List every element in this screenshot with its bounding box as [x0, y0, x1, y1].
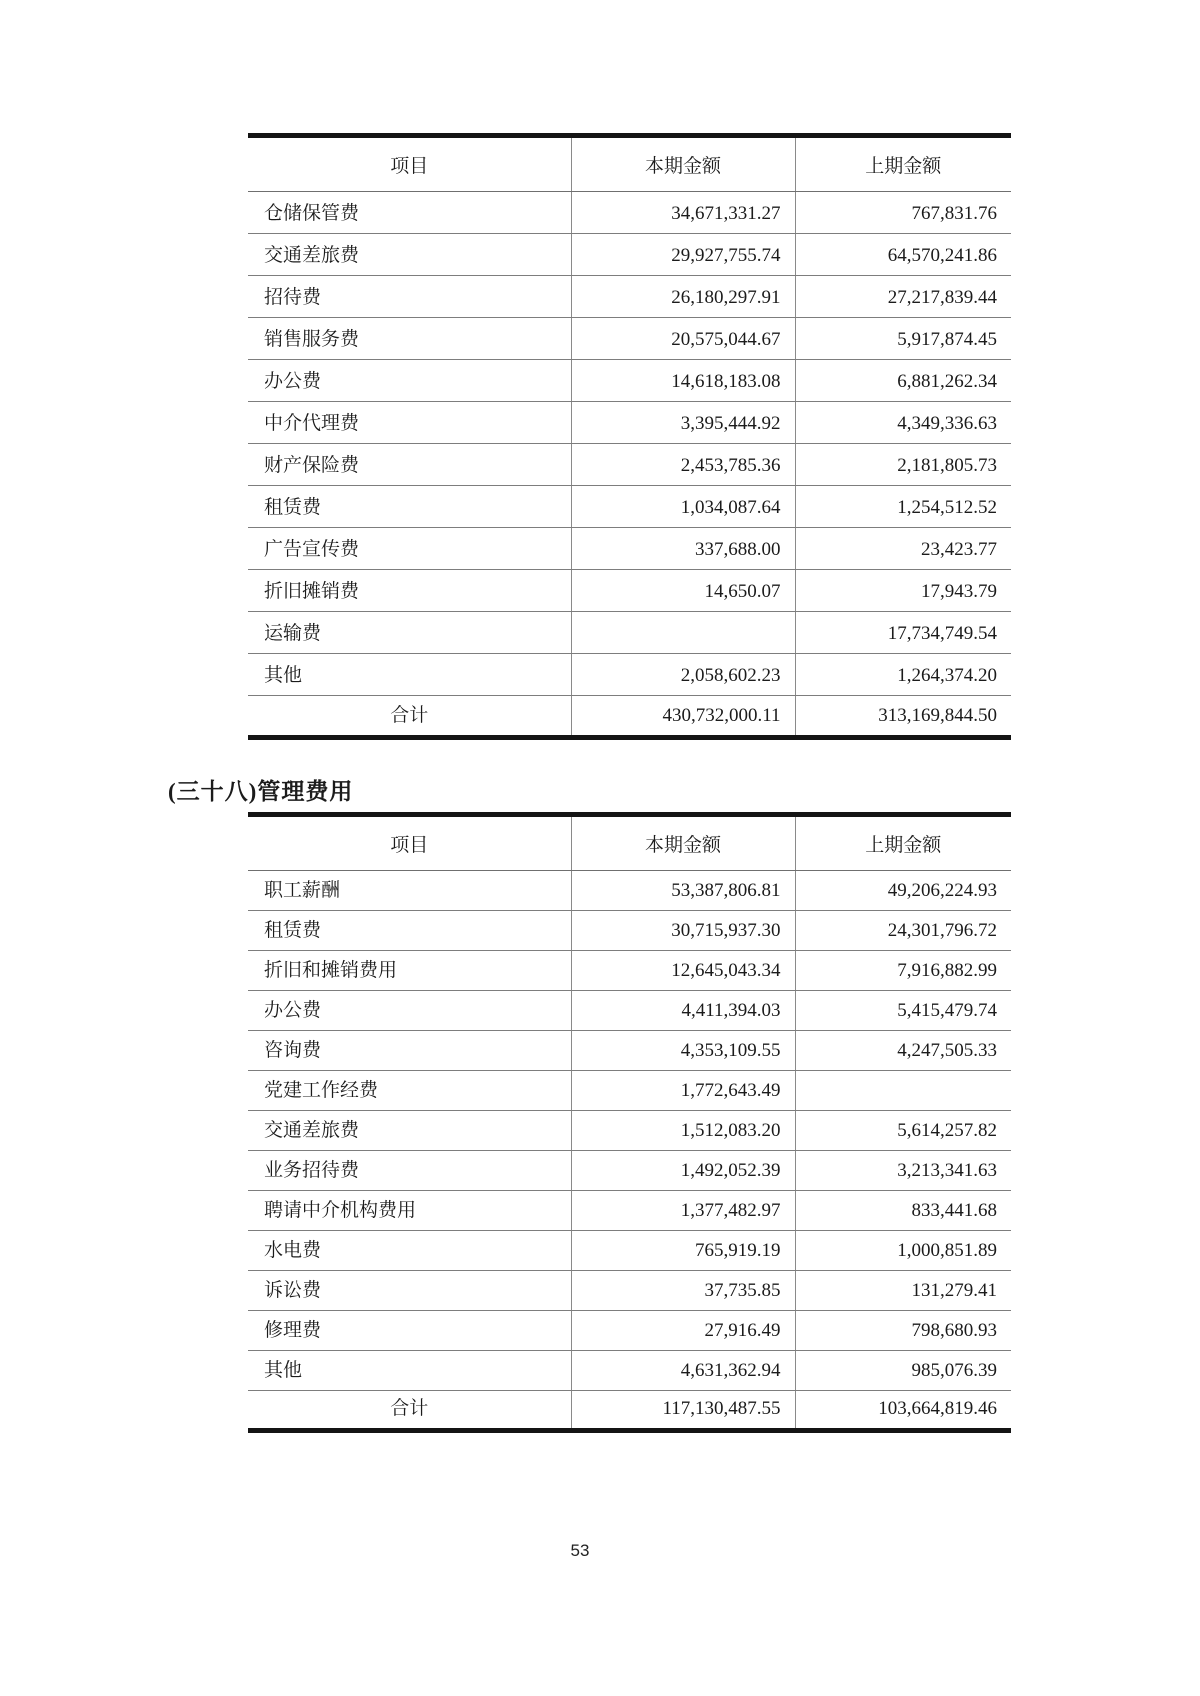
- prior-amount-cell: 27,217,839.44: [795, 276, 1011, 318]
- table2-header-item: 项目: [248, 815, 571, 871]
- current-amount-cell: 1,772,643.49: [571, 1071, 795, 1111]
- table-row: [248, 1231, 1011, 1271]
- table-row: [248, 192, 1011, 234]
- table1-total-label: 合计: [390, 705, 429, 726]
- item-cell: 咨询费: [248, 1031, 571, 1071]
- item-cell: 广告宣传费: [248, 528, 571, 570]
- table1-body: [248, 192, 1011, 696]
- prior-amount-cell: 5,614,257.82: [795, 1111, 1011, 1151]
- selling-expenses-table: [248, 133, 1011, 740]
- table2-total-prior: 103,664,819.46: [795, 1391, 1011, 1431]
- table-row: [248, 1031, 1011, 1071]
- current-amount-cell: 1,377,482.97: [571, 1191, 795, 1231]
- item-cell: 其他: [248, 654, 571, 696]
- current-amount-cell: 4,411,394.03: [571, 991, 795, 1031]
- prior-amount-cell: 1,254,512.52: [795, 486, 1011, 528]
- current-amount-cell: 1,512,083.20: [571, 1111, 795, 1151]
- item-cell: 党建工作经费: [248, 1071, 571, 1111]
- admin-expenses-table: [248, 812, 1011, 1433]
- table-row: [248, 871, 1011, 911]
- table-row: [248, 570, 1011, 612]
- table-row: [248, 528, 1011, 570]
- item-cell: 办公费: [248, 360, 571, 402]
- prior-amount-cell: 767,831.76: [795, 192, 1011, 234]
- prior-amount-cell: 4,247,505.33: [795, 1031, 1011, 1071]
- item-cell: 招待费: [248, 276, 571, 318]
- current-amount-cell: 4,631,362.94: [571, 1351, 795, 1391]
- current-amount-cell: 53,387,806.81: [571, 871, 795, 911]
- item-cell: 折旧摊销费: [248, 570, 571, 612]
- table-row: [248, 360, 1011, 402]
- table1-header-item: 项目: [248, 136, 571, 192]
- table-row: [248, 1311, 1011, 1351]
- item-cell: 销售服务费: [248, 318, 571, 360]
- prior-amount-cell: 17,943.79: [795, 570, 1011, 612]
- current-amount-cell: 1,492,052.39: [571, 1151, 795, 1191]
- table-row: [248, 1151, 1011, 1191]
- table1-total-current: 430,732,000.11: [571, 696, 795, 738]
- item-cell: 修理费: [248, 1311, 571, 1351]
- prior-amount-cell: [795, 1071, 1011, 1111]
- prior-amount-cell: 49,206,224.93: [795, 871, 1011, 911]
- current-amount-cell: 3,395,444.92: [571, 402, 795, 444]
- current-amount-cell: 2,058,602.23: [571, 654, 795, 696]
- table-row: [248, 1191, 1011, 1231]
- table2-body: [248, 871, 1011, 1391]
- table-row: [248, 402, 1011, 444]
- item-cell: 运输费: [248, 612, 571, 654]
- prior-amount-cell: 5,917,874.45: [795, 318, 1011, 360]
- item-cell: 其他: [248, 1351, 571, 1391]
- current-amount-cell: [571, 612, 795, 654]
- current-amount-cell: 2,453,785.36: [571, 444, 795, 486]
- table1-total-row: [248, 696, 1011, 738]
- table1-header-prior: 上期金额: [795, 136, 1011, 192]
- table-row: [248, 1071, 1011, 1111]
- prior-amount-cell: 17,734,749.54: [795, 612, 1011, 654]
- item-cell: 中介代理费: [248, 402, 571, 444]
- prior-amount-cell: 6,881,262.34: [795, 360, 1011, 402]
- table-row: [248, 486, 1011, 528]
- table-row: [248, 1351, 1011, 1391]
- current-amount-cell: 20,575,044.67: [571, 318, 795, 360]
- item-cell: 业务招待费: [248, 1151, 571, 1191]
- current-amount-cell: 14,618,183.08: [571, 360, 795, 402]
- table-row: [248, 654, 1011, 696]
- prior-amount-cell: 3,213,341.63: [795, 1151, 1011, 1191]
- table2-header-prior: 上期金额: [795, 815, 1011, 871]
- prior-amount-cell: 4,349,336.63: [795, 402, 1011, 444]
- item-cell: 仓储保管费: [248, 192, 571, 234]
- table2-header-current: 本期金额: [571, 815, 795, 871]
- item-cell: 财产保险费: [248, 444, 571, 486]
- table-row: [248, 234, 1011, 276]
- table1-total-prior: 313,169,844.50: [795, 696, 1011, 738]
- item-cell: 交通差旅费: [248, 234, 571, 276]
- table-row: [248, 318, 1011, 360]
- item-cell: 折旧和摊销费用: [248, 951, 571, 991]
- table2-total-row: [248, 1391, 1011, 1431]
- current-amount-cell: 1,034,087.64: [571, 486, 795, 528]
- prior-amount-cell: 1,000,851.89: [795, 1231, 1011, 1271]
- item-cell: 诉讼费: [248, 1271, 571, 1311]
- table1-header-current: 本期金额: [571, 136, 795, 192]
- prior-amount-cell: 1,264,374.20: [795, 654, 1011, 696]
- prior-amount-cell: 985,076.39: [795, 1351, 1011, 1391]
- table1-header-row: [248, 136, 1011, 192]
- section-heading-admin-expenses: (三十八)管理费用: [168, 779, 354, 804]
- table2-total-label: 合计: [390, 1398, 429, 1419]
- item-cell: 办公费: [248, 991, 571, 1031]
- current-amount-cell: 337,688.00: [571, 528, 795, 570]
- item-cell: 职工薪酬: [248, 871, 571, 911]
- current-amount-cell: 30,715,937.30: [571, 911, 795, 951]
- table-row: [248, 612, 1011, 654]
- table-row: [248, 276, 1011, 318]
- prior-amount-cell: 7,916,882.99: [795, 951, 1011, 991]
- prior-amount-cell: 2,181,805.73: [795, 444, 1011, 486]
- table2-total-current: 117,130,487.55: [571, 1391, 795, 1431]
- item-cell: 水电费: [248, 1231, 571, 1271]
- item-cell: 聘请中介机构费用: [248, 1191, 571, 1231]
- prior-amount-cell: 833,441.68: [795, 1191, 1011, 1231]
- table-row: [248, 911, 1011, 951]
- current-amount-cell: 37,735.85: [571, 1271, 795, 1311]
- table-row: [248, 1111, 1011, 1151]
- page-number: 53: [570, 1541, 590, 1560]
- current-amount-cell: 4,353,109.55: [571, 1031, 795, 1071]
- current-amount-cell: 29,927,755.74: [571, 234, 795, 276]
- current-amount-cell: 26,180,297.91: [571, 276, 795, 318]
- current-amount-cell: 14,650.07: [571, 570, 795, 612]
- prior-amount-cell: 5,415,479.74: [795, 991, 1011, 1031]
- item-cell: 租赁费: [248, 911, 571, 951]
- current-amount-cell: 34,671,331.27: [571, 192, 795, 234]
- item-cell: 交通差旅费: [248, 1111, 571, 1151]
- current-amount-cell: 765,919.19: [571, 1231, 795, 1271]
- table2-header-row: [248, 815, 1011, 871]
- prior-amount-cell: 64,570,241.86: [795, 234, 1011, 276]
- current-amount-cell: 12,645,043.34: [571, 951, 795, 991]
- prior-amount-cell: 23,423.77: [795, 528, 1011, 570]
- prior-amount-cell: 798,680.93: [795, 1311, 1011, 1351]
- item-cell: 租赁费: [248, 486, 571, 528]
- table-row: [248, 951, 1011, 991]
- prior-amount-cell: 131,279.41: [795, 1271, 1011, 1311]
- table-row: [248, 444, 1011, 486]
- current-amount-cell: 27,916.49: [571, 1311, 795, 1351]
- prior-amount-cell: 24,301,796.72: [795, 911, 1011, 951]
- table-row: [248, 991, 1011, 1031]
- table-row: [248, 1271, 1011, 1311]
